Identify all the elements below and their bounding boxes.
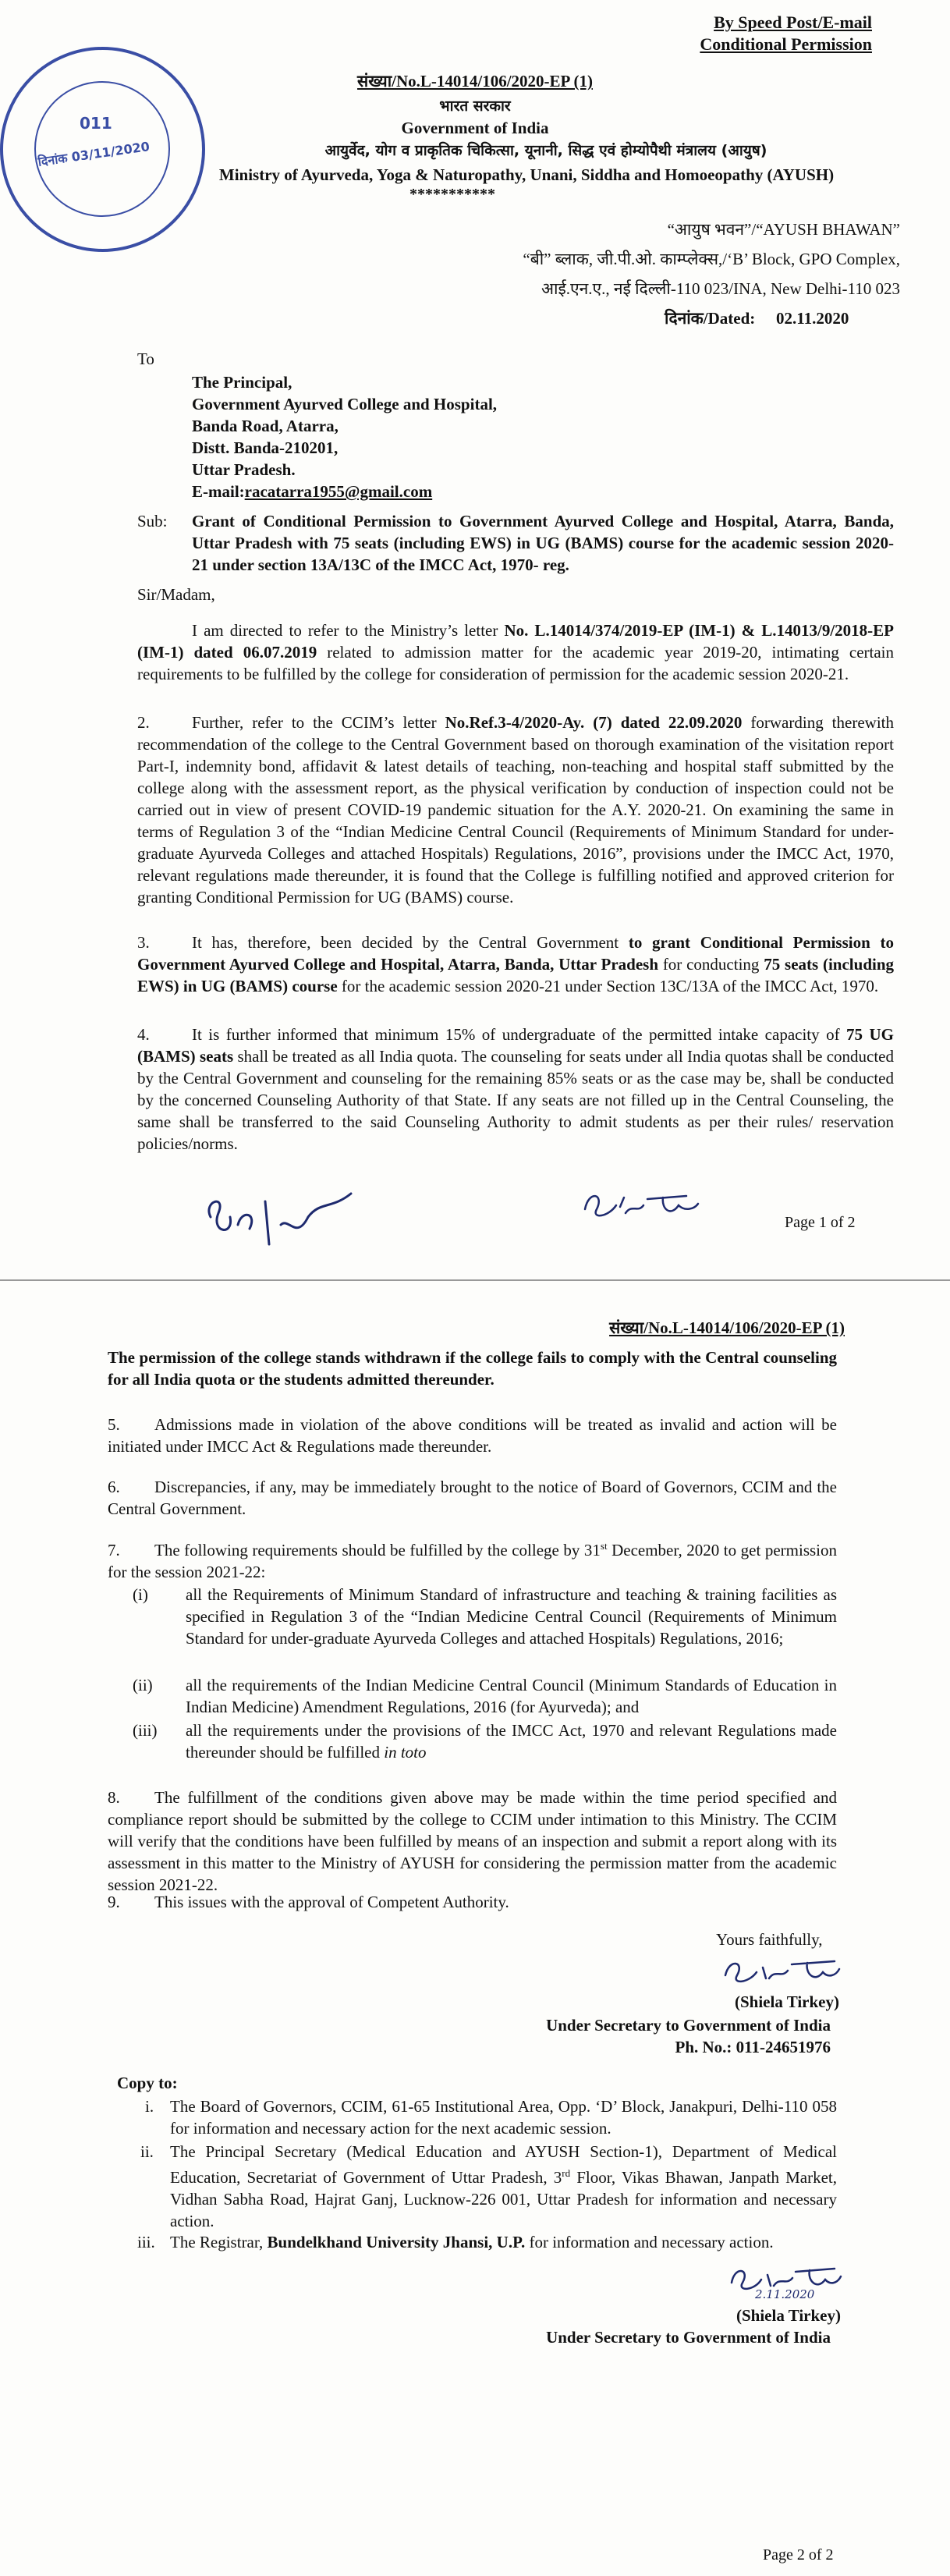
stamp-number: 011 — [80, 114, 112, 133]
signatory-title: Under Secretary to Government of India — [546, 2016, 831, 2035]
dated-label: दिनांक/Dated: — [665, 309, 756, 328]
para8-text: The fulfillment of the conditions given above may be made within the time period specified and compliance report should be submitted by the college to CCIM under intimation to this Ministry. The CCIM will verify that the conditions have been fulfilled by means of an inspection and submit a report along with its assessment in this matter to the Ministry of AYUSH for considering the permission matter from the academic session 2021-22. — [108, 1788, 837, 1894]
para5-text: Admissions made in violation of the above conditions will be treated as invalid and action will be initiated under IMCC Act & Regulations made thereunder. — [108, 1415, 837, 1456]
dated-value: 02.11.2020 — [776, 309, 849, 328]
signature-page1 — [577, 1182, 702, 1229]
signature-page2 — [718, 1952, 842, 1991]
copy-to-label: Copy to: — [117, 2074, 178, 2092]
para9-text: This issues with the approval of Competent Authority. — [154, 1893, 509, 1911]
requirement-number: (iii) — [133, 1721, 158, 1740]
para3-number: 3. — [137, 933, 150, 952]
signatory-name: (Shiela Tirkey) — [735, 1992, 839, 2011]
recipient-line: Uttar Pradesh. — [192, 460, 296, 479]
letter-page-2 — [0, 1279, 950, 2576]
copy-recipient: The Board of Governors, CCIM, 61-65 Institutional Area, Opp. ‘D’ Block, Janakpuri, Delhi-110 058 for information and necessary action for the next academic session. — [170, 2097, 837, 2138]
recipient-line: Distt. Banda-210201, — [192, 438, 339, 457]
requirement-item — [186, 1719, 837, 1763]
permission-type: Conditional Permission — [700, 34, 872, 54]
paragraph-9 — [108, 1891, 837, 1913]
para3-text-mid: for conducting — [658, 955, 764, 974]
para4-text: It is further informed that minimum 15% of undergraduate of the permitted intake capacity of — [192, 1025, 847, 1044]
copy-number: ii. — [140, 2142, 154, 2161]
para2-ref: No.Ref.3-4/2020-Ay. (7) dated 22.09.2020 — [445, 713, 743, 732]
letter-page-1 — [0, 0, 950, 1279]
requirement-number: (ii) — [133, 1676, 153, 1694]
requirement-number: (i) — [133, 1585, 148, 1604]
gov-hindi: भारत सरकार — [439, 98, 511, 115]
requirement-item: all the Requirements of Minimum Standard of infrastructure and teaching & training facilities as specified in Regulation 3 of the “Indian Medicine Central Council (Requirements of Minimum Standard for under-graduate Ayurveda Colleges and attached Hospitals) Regulations, 2016; — [186, 1585, 837, 1648]
recipient-line: Banda Road, Atarra, — [192, 417, 339, 435]
copy-recipient-university: Bundelkhand University Jhansi, U.P. — [267, 2233, 526, 2251]
para6-number: 6. — [108, 1478, 120, 1496]
paragraph-2 — [137, 711, 894, 908]
recipient-line: Government Ayurved College and Hospital, — [192, 395, 498, 413]
reference-number-2: संख्या/No.L-14014/106/2020-EP (1) — [609, 1318, 845, 1337]
para7-number: 7. — [108, 1541, 120, 1559]
dispatch-mode: By Speed Post/E-mail — [714, 12, 872, 32]
para3-text: It has, therefore, been decided by the Central Government — [192, 933, 629, 952]
copy-number: iii. — [137, 2233, 155, 2251]
ministry-english: Ministry of Ayurveda, Yoga & Naturopathy, Unani, Siddha and Homoeopathy (AYUSH) — [218, 165, 835, 184]
email-label: E-mail: — [192, 482, 245, 501]
para6-text: Discrepancies, if any, may be immediately brought to the notice of Board of Governors, CCIM and the Central Government. — [108, 1478, 837, 1518]
to-label: To — [137, 349, 154, 368]
recipient-email-line — [192, 481, 497, 502]
copy-recipient — [170, 2231, 837, 2253]
withdrawal-condition: The permission of the college stands withdrawn if the college fails to comply with the Central counseling for all India quota or the students admitted thereunder. — [108, 1348, 837, 1389]
page-number-1: Page 1 of 2 — [785, 1214, 856, 1231]
requirement-item: all the requirements of the Indian Medicine Central Council (Minimum Standards of Education in Indian Medicine) Amendment Regulations, 2016 (for Ayurveda); and — [186, 1676, 837, 1716]
subject-text: Grant of Conditional Permission to Government Ayurved College and Hospital, Atarra, Banda, Uttar Pradesh with 75 seats (including EWS) in UG (BAMS) course for the academic session 2020-21 under section 13A/13C of the IMCC Act, 1970- reg. — [192, 512, 894, 574]
copy-number: i. — [145, 2097, 154, 2116]
paragraph-5 — [108, 1414, 837, 1457]
subject-label: Sub: — [137, 512, 168, 530]
para2-text-rest: forwarding therewith recommendation of the college to the Central Government based on thorough examination of the visitation report Part-I, indemnity bond, affidavit & latest details of teaching, non-teaching and hospital staff submitted by the college along with the assessment report, as the physical verification by conduction of inspection could not be carried out in view of present COVID-19 pandemic situation for the A.Y. 2020-21. On examining the same in terms of Regulation 3 of the “Indian Medicine Central Council (Requirements of Minimum Standard for under-graduate Ayurveda Colleges and attached Hospitals) Regulations, 2016”, provisions under the IMCC Act, 1970, relevant regulations made thereunder, it is found that the College is fulfilling notified and approved criterion for granting Conditional Permission for UG (BAMS) course. — [137, 713, 894, 907]
para2-text: Further, refer to the CCIM’s letter — [192, 713, 445, 732]
requirement-item-emphasis: in toto — [384, 1743, 427, 1762]
para7-text-rest: December, 2020 to get permission for the session 2021-22: — [108, 1541, 837, 1581]
address-line-1: “आयुष भवन”/“AYUSH BHAWAN” — [667, 220, 900, 239]
gov-english: Government of India — [401, 119, 549, 137]
handwritten-initials — [195, 1170, 382, 1256]
signatory2-title: Under Secretary to Government of India — [546, 2328, 831, 2347]
para1-text: I am directed to refer to the Ministry’s letter — [192, 621, 505, 640]
copy-recipient-text: The Registrar, — [170, 2233, 268, 2251]
para2-number: 2. — [137, 713, 150, 732]
para4-text-rest: shall be treated as all India quota. The counseling for seats under all India quotas shall be conducted by the Central Government and counseling for the remaining 85% seats or as the case may be, shall be conducted by the concerned Counseling Authority of that State. If any seats are not filled up in the Central Counseling, the same shall be transferred to the said Counseling Authority to admit students as per their rules/ reservation policies/norms. — [137, 1047, 894, 1153]
paragraph-3 — [137, 931, 894, 997]
copy-recipient-text-rest: for information and necessary action. — [525, 2233, 774, 2251]
para4-number: 4. — [137, 1025, 150, 1044]
para3-text-rest: for the academic session 2020-21 under Section 13C/13A of the IMCC Act, 1970. — [337, 977, 879, 995]
ministry-hindi: आयुर्वेद, योग व प्राकृतिक चिकित्सा, यूनानी, सिद्ध एवं होम्योपैथी मंत्रालय (आयुष) — [324, 142, 767, 159]
para7-text: The following requirements should be fulfilled by the college by 31 — [154, 1541, 601, 1559]
copy-recipient-text-rest: Floor, Vikas Bhawan, Janpath Market, Vidhan Sabha Road, Hajrat Ganj, Lucknow-226 001, Uttar Pradesh for information and necessary action. — [170, 2168, 837, 2230]
signatory-phone: Ph. No.: 011-24651976 — [675, 2038, 831, 2056]
email-link[interactable]: racatarra1955@gmail.com — [244, 482, 433, 501]
ministry-separator: *********** — [409, 186, 495, 203]
para1-text-rest: related to admission matter for the academic year 2019-20, intimating certain requirements to be fulfilled by the college for consideration of permission for the academic session 2020-21. — [137, 643, 894, 683]
address-line-3: आई.एन.ए., नई दिल्ली-110 023/INA, New Delhi-110 023 — [541, 279, 900, 298]
para5-number: 5. — [108, 1415, 120, 1434]
recipient-address — [192, 371, 497, 502]
reference-number: संख्या/No.L-14014/106/2020-EP (1) — [357, 72, 593, 90]
para8-number: 8. — [108, 1788, 120, 1807]
address-line-2: “बी” ब्लाक, जी.पी.ओ. काम्प्लेक्स,/‘B’ Block, GPO Complex, — [523, 250, 900, 268]
para9-number: 9. — [108, 1893, 120, 1911]
para3-college: to grant Conditional Permission to Government Ayurved College and Hospital, Atarra, Banda, Uttar Pradesh — [137, 933, 894, 974]
paragraph-1 — [137, 619, 894, 685]
salutation: Sir/Madam, — [137, 585, 215, 604]
stamp-date: दिनांक 03/11/2020 — [37, 139, 151, 169]
copy-recipient-superscript: rd — [562, 2167, 571, 2179]
para4-seats: 75 UG (BAMS) seats — [137, 1025, 895, 1066]
requirement-item-text: all the requirements under the provisions of the IMCC Act, 1970 and relevant Regulations made thereunder should be fulfilled — [186, 1721, 837, 1762]
copy-recipient — [170, 2141, 837, 2232]
para3-seats: 75 seats (including EWS) in UG (BAMS) course — [137, 955, 895, 995]
signature-date: 2.11.2020 — [755, 2287, 815, 2301]
paragraph-4 — [137, 1024, 894, 1155]
closing-phrase: Yours faithfully, — [716, 1930, 823, 1949]
signatory2-name: (Shiela Tirkey) — [736, 2306, 841, 2325]
copy-recipient-text: The Principal Secretary (Medical Education and AYUSH Section-1), Department of Medical Education, Secretariat of Government of Uttar Pradesh, 3 — [170, 2142, 837, 2187]
para1-ref: No. L.14014/374/2019-EP (IM-1) & L.14013/9/2018-EP (IM-1) dated 06.07.2019 — [137, 621, 894, 662]
paragraph-7 — [108, 1535, 837, 1583]
recipient-line: The Principal, — [192, 373, 292, 392]
paragraph-6 — [108, 1476, 837, 1520]
para7-superscript: st — [600, 1540, 608, 1552]
paragraph-8 — [108, 1787, 837, 1896]
page-number-2: Page 2 of 2 — [763, 2546, 834, 2564]
